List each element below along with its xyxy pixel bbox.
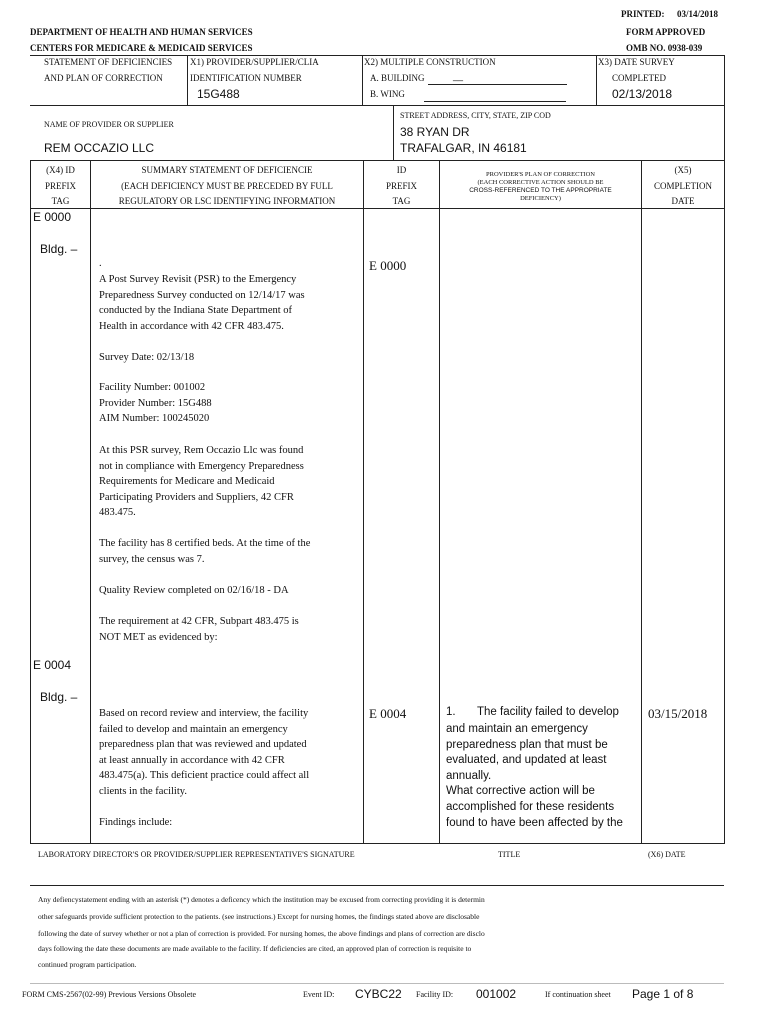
tag-e0004: E 0004 <box>33 658 72 672</box>
survey-date-text: Survey Date: 02/13/18 <box>99 352 195 363</box>
x4-tag-label: TAG <box>51 196 70 206</box>
disclaimer-line-1: Any defiencystatement ending with an asterisk (*) denotes a deficency which the institution may be excused from correcting providing it is determin <box>38 895 485 904</box>
event-id-label: Event ID: <box>303 990 335 999</box>
id-prefix-label: PREFIX <box>385 181 417 191</box>
id-label: ID <box>396 165 407 175</box>
correction-number: 1. <box>446 706 456 718</box>
date-survey-label: X3) DATE SURVEY <box>598 57 675 67</box>
x6-date-label: (X6) DATE <box>648 850 686 859</box>
form-approved: FORM APPROVED <box>626 27 706 37</box>
findings-include-text: Findings include: <box>99 817 173 828</box>
plan-label: AND PLAN OF CORRECTION <box>44 73 163 83</box>
plan-label-1: PROVIDER'S PLAN OF CORRECTION <box>486 171 595 178</box>
page-number: Page 1 of 8 <box>632 987 694 1001</box>
signature-label: LABORATORY DIRECTOR'S OR PROVIDER/SUPPLIER REPRESENTATIVE'S SIGNATURE <box>38 850 355 859</box>
address-line-2: TRAFALGAR, IN 46181 <box>400 141 527 155</box>
quality-review-text: Quality Review completed on 02/16/18 - DA <box>99 585 289 596</box>
date-survey-value: 02/13/2018 <box>612 87 673 101</box>
x4-id-label: (X4) ID <box>46 165 75 175</box>
deficiency-paragraph-psr: A Post Survey Revisit (PSR) to the Emergency Preparedness Survey conducted on 12/14/17 was conducted by the Indiana State Department of Health in accordance with 42 CFR 483.475. <box>99 274 305 332</box>
date-label: DATE <box>671 196 695 206</box>
dot-marker: . <box>99 258 102 269</box>
omb-number: OMB NO. 0938-039 <box>626 43 703 53</box>
tag-e0000: E 0000 <box>33 210 72 224</box>
id-tag-label: TAG <box>392 196 411 206</box>
provider-name-label: NAME OF PROVIDER OR SUPPLIER <box>44 120 174 129</box>
provider-name-value: REM OCCAZIO LLC <box>44 141 155 155</box>
form-number: FORM CMS-2567(02-99) Previous Versions Obsolete <box>22 990 197 999</box>
provider-id-value: 15G488 <box>197 87 240 101</box>
facility-id-value: 001002 <box>476 987 517 1001</box>
correction-first-line: The facility failed to develop <box>477 706 619 718</box>
building-marker: Bldg. – <box>40 242 78 256</box>
building-label: A. BUILDING <box>370 73 425 83</box>
plan-label-3: CROSS-REFERENCED TO THE APPROPRIATE <box>469 187 612 194</box>
plan-label-4: DEFICIENCY) <box>520 195 561 202</box>
compliance-paragraph: At this PSR survey, Rem Occazio Llc was found not in compliance with Emergency Preparedness Requirements for Medicare and Medicaid Participating Providers and Suppliers, 42 CFR 483.475. <box>99 445 304 519</box>
id-e0000: E 0000 <box>369 258 407 273</box>
wing-label: B. WING <box>370 89 405 99</box>
address-line-1: 38 RYAN DR <box>400 125 470 139</box>
facility-id-label: Facility ID: <box>416 990 454 999</box>
disclaimer-line-5: continued program participation. <box>38 960 137 969</box>
id-e0004: E 0004 <box>369 706 407 721</box>
address-label: STREET ADDRESS, CITY, STATE, ZIP COD <box>400 111 551 120</box>
identification-number-label: IDENTIFICATION NUMBER <box>190 73 302 83</box>
completion-date: 03/15/2018 <box>648 706 708 721</box>
printed-label: PRINTED: <box>621 9 665 19</box>
summary-label-2: (EACH DEFICIENCY MUST BE PRECEDED BY FULL <box>121 181 333 191</box>
department-title: DEPARTMENT OF HEALTH AND HUMAN SERVICES <box>30 27 253 37</box>
plan-label-2: (EACH CORRECTIVE ACTION SHOULD BE <box>477 179 604 186</box>
building-marker-2: Bldg. – <box>40 690 78 704</box>
title-label: TITLE <box>498 850 521 859</box>
building-value: __ <box>453 71 464 81</box>
x5-label: (X5) <box>674 165 692 175</box>
printed-date: 03/14/2018 <box>677 9 719 19</box>
multiple-construction-label: X2) MULTIPLE CONSTRUCTION <box>364 57 496 67</box>
summary-label-1: SUMMARY STATEMENT OF DEFICIENCIE <box>141 165 313 175</box>
completion-label: COMPLETION <box>654 181 712 191</box>
event-id-value: CYBC22 <box>355 987 402 1001</box>
continuation-label: If continuation sheet <box>545 990 611 999</box>
correction-text: and maintain an emergency preparedness plan that must be evaluated, and updated at least annually. What corrective action will be accomplished for these residents found to have been affected by the <box>446 723 623 829</box>
disclaimer-line-4: days following the date these documents are made available to the facility. If deficiencies are cited, an approved plan of correction is requisite to <box>38 944 472 953</box>
census-paragraph: The facility has 8 certified beds. At the time of the survey, the census was 7. <box>99 538 311 565</box>
disclaimer-line-2: other safeguards provide sufficient protection to the patients. (see instructions.) Except for nursing homes, the findings stated above are disclosable <box>38 912 480 921</box>
disclaimer-line-3: following the date of survey whether or not a plan of correction is provided. For nursing homes, the above findings and plans of correction are disclo <box>38 929 485 938</box>
completed-label: COMPLETED <box>612 73 666 83</box>
statement-label: STATEMENT OF DEFICIENCIES <box>44 57 173 67</box>
requirement-paragraph: The requirement at 42 CFR, Subpart 483.475 is NOT MET as evidenced by: <box>99 616 299 643</box>
facility-identifiers-text: Facility Number: 001002 Provider Number: 15G488 AIM Number: 100245020 <box>99 382 212 425</box>
x4-prefix-label: PREFIX <box>44 181 76 191</box>
provider-id-label: X1) PROVIDER/SUPPLIER/CLIA <box>190 57 319 67</box>
findings-paragraph: Based on record review and interview, the facility failed to develop and maintain an emergency preparedness plan that was reviewed and updated at least annually in accordance with 42 CFR 483.475(a). This deficient practice could affect all clients in the facility. <box>99 708 310 797</box>
summary-label-3: REGULATORY OR LSC IDENTIFYING INFORMATION <box>118 196 336 206</box>
centers-title: CENTERS FOR MEDICARE & MEDICAID SERVICES <box>30 43 253 53</box>
